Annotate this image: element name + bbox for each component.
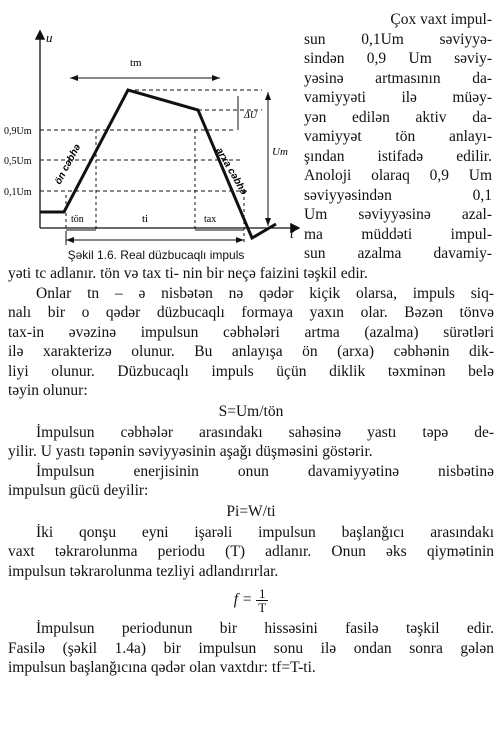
formula-frequency — [8, 581, 494, 619]
text-line: Anoloji olaraq 0,9 Um — [304, 167, 492, 184]
text-line: yəsinə artmasının da- — [304, 69, 492, 87]
text-line: Um səviyyəsinə azal- — [304, 206, 492, 223]
p6-line: İmpulsun periodunun bir hissəsini fasilə təşkil edir. — [36, 620, 494, 637]
text-line: ma müddəti impul- — [304, 225, 492, 243]
right-column-text — [304, 10, 492, 264]
p5-line: vaxt təkrarolunma periodu (T) adlanır. Onun əks qiymətinin — [8, 543, 494, 560]
text-line: sindən 0,9 Um səviy- — [304, 50, 492, 67]
fraction — [256, 587, 268, 614]
fraction-denominator: T — [258, 599, 267, 615]
um-label: Um — [272, 146, 288, 158]
level-01-label: 0,1Um — [4, 187, 32, 198]
p3-line: İmpulsun cəbhələr arasındakı sahəsinə yastı təpə de- — [36, 423, 494, 441]
formula-steepness: S=Um/tön — [218, 402, 284, 420]
figure-caption: Şəkil 1.6. Real düzbucaqlı impuls — [67, 248, 245, 262]
front-label: ön cəbhə — [52, 142, 84, 187]
formula-power: Pi=W/ti — [226, 502, 276, 520]
p4-line: İmpulsun enerjisinin onun davamiyyətinə nisbətinə — [36, 462, 494, 480]
p6-line: Fasilə (şəkil 1.4a) bir impulsun sonu ilə ondan sonra gələn — [8, 639, 494, 657]
level-05-label: 0,5Um — [4, 156, 32, 167]
pulse-figure — [0, 0, 300, 268]
p2-line: nalı bir o qədər düzbucaqlı formaya yaxın olar. Bəzən tönvə — [8, 304, 494, 321]
u-axis-label: u — [46, 30, 53, 45]
level-09-label: 0,9Um — [4, 126, 32, 137]
p4-line: impulsun gücü deyilir: — [8, 482, 149, 499]
p5-line: impulsun təkrarolunma tezliyi adlandırırlar. — [8, 562, 279, 580]
formula-frequency-lhs: f = — [233, 591, 253, 608]
p5-line: İki qonşu eyni işarəli impulsun başlanğıcı arasındakı — [36, 523, 494, 541]
tm-label: tm — [130, 57, 142, 69]
p2-line: ilə xarakterizə olunur. Bu anlayışa ön (arxa) cəbhənin dik- — [8, 343, 494, 360]
text-line: Çox vaxt impul- — [390, 11, 492, 28]
p2-line: təyin olunur: — [8, 382, 88, 399]
text-line: şından istifadə edilir. — [304, 147, 492, 165]
p3-line: yilir. U yastı təpənin səviyyəsinin aşağı düşməsini göstərir. — [8, 443, 373, 460]
pulse-diagram — [0, 0, 300, 250]
text-line: sun azalma davamiy- — [304, 245, 492, 262]
fraction-numerator: 1 — [256, 587, 268, 601]
t-front-label: tön — [71, 214, 84, 225]
p2-line: Onlar tn – ə nisbətən nə qədər kiçik olarsa, impuls siq- — [36, 284, 494, 302]
text-line: sun 0,1Um səviyyə- — [304, 30, 492, 48]
delta-u-label: ΔU — [244, 110, 258, 121]
paragraph-1-end: yəti tc adlanır. tön və tax ti- nin bir neçə faizini təşkil edir. — [8, 265, 368, 282]
text-line: vamiyyət tön anlayı- — [304, 128, 492, 145]
text-line: yən edilən aktiv da- — [304, 108, 492, 126]
t-axis-label: t — [290, 227, 294, 242]
back-label: arxa cəbhə — [213, 146, 250, 197]
p2-line: tax-in əvəzinə impulsun cəbhələri artma (azalma) sürətləri — [8, 323, 494, 341]
text-line: səviyyəsindən 0,1 — [304, 186, 492, 204]
body-text — [8, 264, 494, 678]
ti-label: ti — [142, 213, 149, 225]
p6-line: impulsun başlanğıcına qədər olan vaxtdır: tf=T-ti. — [8, 659, 316, 676]
text-line: vamiyyəti ilə müəy- — [304, 89, 492, 106]
p2-line: liyi olunur. Düzbucaqlı impuls üçün diklik təxminən belə — [8, 362, 494, 380]
t-back-label: tax — [204, 214, 217, 225]
